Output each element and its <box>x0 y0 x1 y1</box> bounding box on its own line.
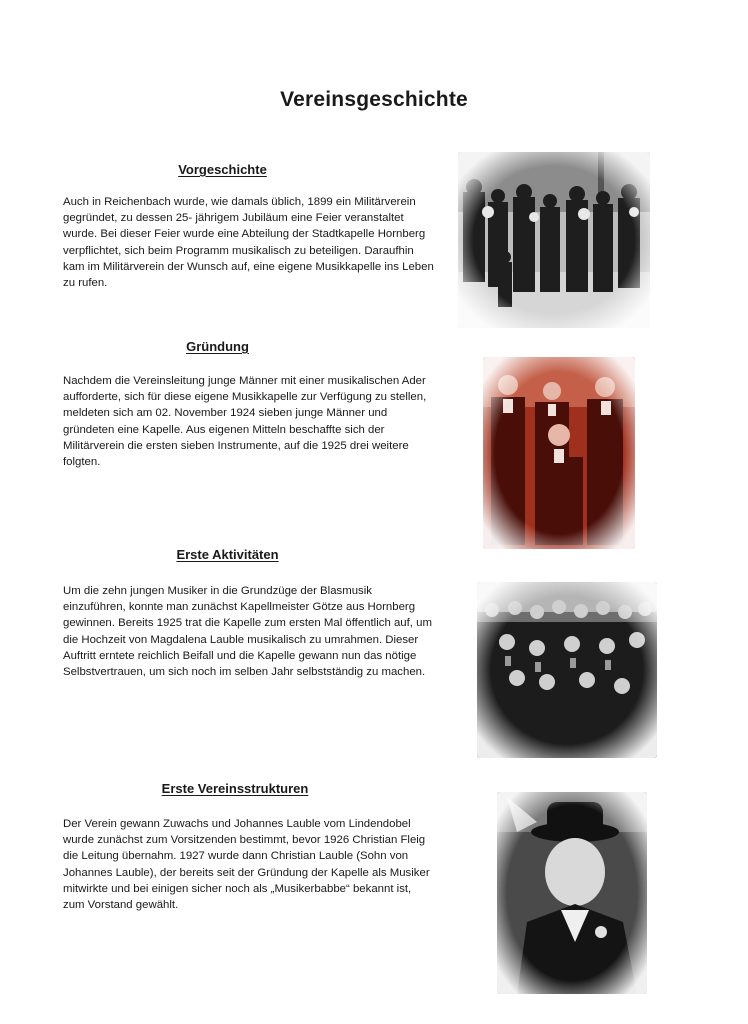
page-title: Vereinsgeschichte <box>280 88 468 111</box>
section-heading: Erste Aktivitäten <box>176 547 279 562</box>
section-body: Der Verein gewann Zuwachs und Johannes Lauble vom Lindendobel wurde zunächst zum Vorsitzenden bestimmt, bevor 1926 Christian Fleig die Leitung übernahm. 1927 wurde dann Christian Lauble (Sohn von Johannes Lauble), der bereits seit der Gründung der Kapelle als Musiker mitwirkte und bei einigen sicher noch als „Musikerbabbe“ bekannt ist, zum Vorstand gewählt. <box>63 818 430 912</box>
section-body: Nachdem die Vereinsleitung junge Männer mit einer musikalischen Ader aufforderte, sich für diese eigene Musikkapelle zur Verfügung zu stellen, meldeten sich am 02. November 1924 sieben junge Männer und gründeten eine Kapelle. Aus eigenen Mitteln beschaffte sich der Militärverein die ersten sieben Instrumente, auf die 1925 drei weitere folgten. <box>63 375 427 469</box>
section-heading: Vorgeschichte <box>178 162 267 177</box>
founders-group-photo <box>483 357 635 549</box>
section-body: Um die zehn jungen Musiker in die Grundzüge der Blasmusik einzuführen, konnte man zunächst Kapellmeister Götze aus Hornberg gewinnen. Bereits 1925 trat die Kapelle zum ersten Mal öffentlich auf, um die Hochzeit von Magdalena Lauble musikalisch zu umrahmen. Dieser Auftritt erntete reichlich Beifall und die Kapelle gewann nun das nötige Selbstvertrauen, um sich noch im selben Jahr selbstständig zu machen. <box>63 585 432 679</box>
section-heading: Gründung <box>186 339 249 354</box>
section-heading: Erste Vereinsstrukturen <box>161 781 309 796</box>
portrait-photo <box>497 792 647 994</box>
section-body: Auch in Reichenbach wurde, wie damals üblich, 1899 ein Militärverein gegründet, zu dessen 25- jährigem Jubiläum eine Feier veranstaltet wurde. Bei dieser Feier wurde eine Abteilung der Stadtkapelle Hornberg verpflichtet, sich beim Programm musikalisch zu beteiligen. Daraufhin kam im Militärverein der Wunsch auf, eine eigene Musikkapelle ins Leben zu rufen. <box>63 196 434 290</box>
marching-band-photo <box>458 152 650 328</box>
musicians-group-photo <box>477 582 657 758</box>
